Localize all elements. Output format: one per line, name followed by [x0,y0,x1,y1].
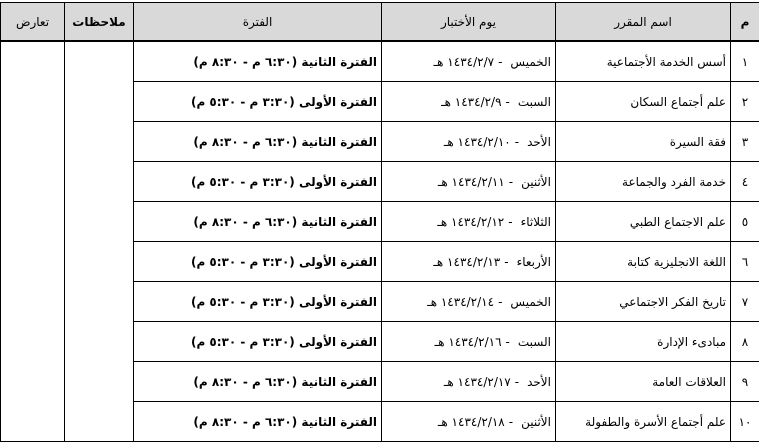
exam-period: الفترة الأولى (٣:٣٠ م - ٥:٣٠ م) [134,82,382,122]
exam-date: ١٤٣٤/٢/١١ هـ [437,174,505,189]
header-course: اسم المقرر [556,3,731,42]
course-name: علم أجتماع الأسرة والطفولة [556,402,731,442]
row-number: ٤ [731,162,759,202]
course-name: اللغة الانجليزية كتابة [556,242,731,282]
exam-date: ١٤٣٤/٢/١٧ هـ [443,374,511,389]
exam-period: الفترة الثانية (٦:٣٠ م - ٨:٣٠ م) [134,362,382,402]
exam-day: الخميس [510,54,551,69]
header-conflict: تعارض [1,3,65,42]
row-number: ٢ [731,82,759,122]
row-number: ١٠ [731,402,759,442]
header-num: م [731,3,759,42]
exam-date: ١٤٣٤/٢/١٣ هـ [433,254,501,269]
date-separator: - [498,294,503,309]
notes-cell [65,41,134,442]
course-name: فقة السيرة [556,122,731,162]
exam-period: الفترة الثانية (٦:٣٠ م - ٨:٣٠ م) [134,202,382,242]
exam-date: ١٤٣٤/٢/١٤ هـ [427,294,495,309]
exam-date-cell [382,402,556,442]
exam-period: الفترة الأولى (٣:٣٠ م - ٥:٣٠ م) [134,162,382,202]
course-name: مبادىء الإدارة [556,322,731,362]
exam-day: الأربعاء [516,254,551,269]
row-number: ٩ [731,362,759,402]
header-row [1,3,759,42]
exam-date-cell [382,162,556,202]
date-separator: - [514,374,520,389]
exam-date-cell [382,122,556,162]
exam-date: ١٤٣٤/٢/١٢ هـ [437,214,505,229]
exam-date-cell [382,282,556,322]
course-name: العلاقات العامة [556,362,731,402]
exam-day: الأثنين [521,174,551,189]
exam-day: الأحد [527,374,551,389]
exam-day: السبت [517,334,551,349]
conflict-cell [1,41,65,442]
date-separator: - [508,414,514,429]
course-name: علم أجتماع السكان [556,82,731,122]
exam-date: ١٤٣٤/٢/١٠ هـ [443,134,511,149]
exam-schedule-table [0,2,759,442]
exam-period: الفترة الثانية (٦:٣٠ م - ٨:٣٠ م) [134,122,382,162]
exam-date-cell [382,362,556,402]
exam-period: الفترة الأولى (٣:٣٠ م - ٥:٣٠ م) [134,322,382,362]
date-separator: - [505,94,510,109]
date-separator: - [508,214,513,229]
exam-period: الفترة الثانية (٦:٣٠ م - ٨:٣٠ م) [134,402,382,442]
header-period: الفترة [134,3,382,42]
row-number: ٥ [731,202,759,242]
header-notes: ملاحظات [65,3,134,42]
exam-date: ١٤٣٤/٢/١٨ هـ [437,414,505,429]
course-name: أسس الخدمة الأجتماعية [556,41,731,82]
exam-date-cell [382,202,556,242]
date-separator: - [505,334,510,349]
exam-date-cell [382,41,556,82]
row-number: ٦ [731,242,759,282]
date-separator: - [508,174,514,189]
course-name: علم الاجتماع الطبي [556,202,731,242]
table-body [1,41,759,442]
course-name: تاريخ الفكر الاجتماعي [556,282,731,322]
exam-date: ١٤٣٤/٢/١٦ هـ [434,334,502,349]
row-number: ٨ [731,322,759,362]
date-separator: - [498,54,503,69]
exam-day: الخميس [510,294,551,309]
exam-date-cell [382,82,556,122]
exam-day: السبت [517,94,551,109]
exam-day: الثلاثاء [520,214,551,229]
exam-day: الأثنين [521,414,551,429]
exam-date-cell [382,242,556,282]
table-header [1,3,759,42]
exam-date-cell [382,322,556,362]
header-date: يوم الأختبار [382,3,556,42]
row-number: ١ [731,41,759,82]
exam-period: الفترة الثانية (٦:٣٠ م - ٨:٣٠ م) [134,41,382,82]
exam-date: ١٤٣٤/٢/٧ هـ [433,54,495,69]
exam-day: الأحد [527,134,551,149]
course-name: خدمة الفرد والجماعة [556,162,731,202]
row-number: ٧ [731,282,759,322]
exam-period: الفترة الأولى (٣:٣٠ م - ٥:٣٠ م) [134,282,382,322]
table-row [1,41,759,82]
date-separator: - [514,134,520,149]
exam-date: ١٤٣٤/٢/٩ هـ [441,94,502,109]
exam-period: الفترة الأولى (٣:٣٠ م - ٥:٣٠ م) [134,242,382,282]
date-separator: - [504,254,509,269]
row-number: ٣ [731,122,759,162]
